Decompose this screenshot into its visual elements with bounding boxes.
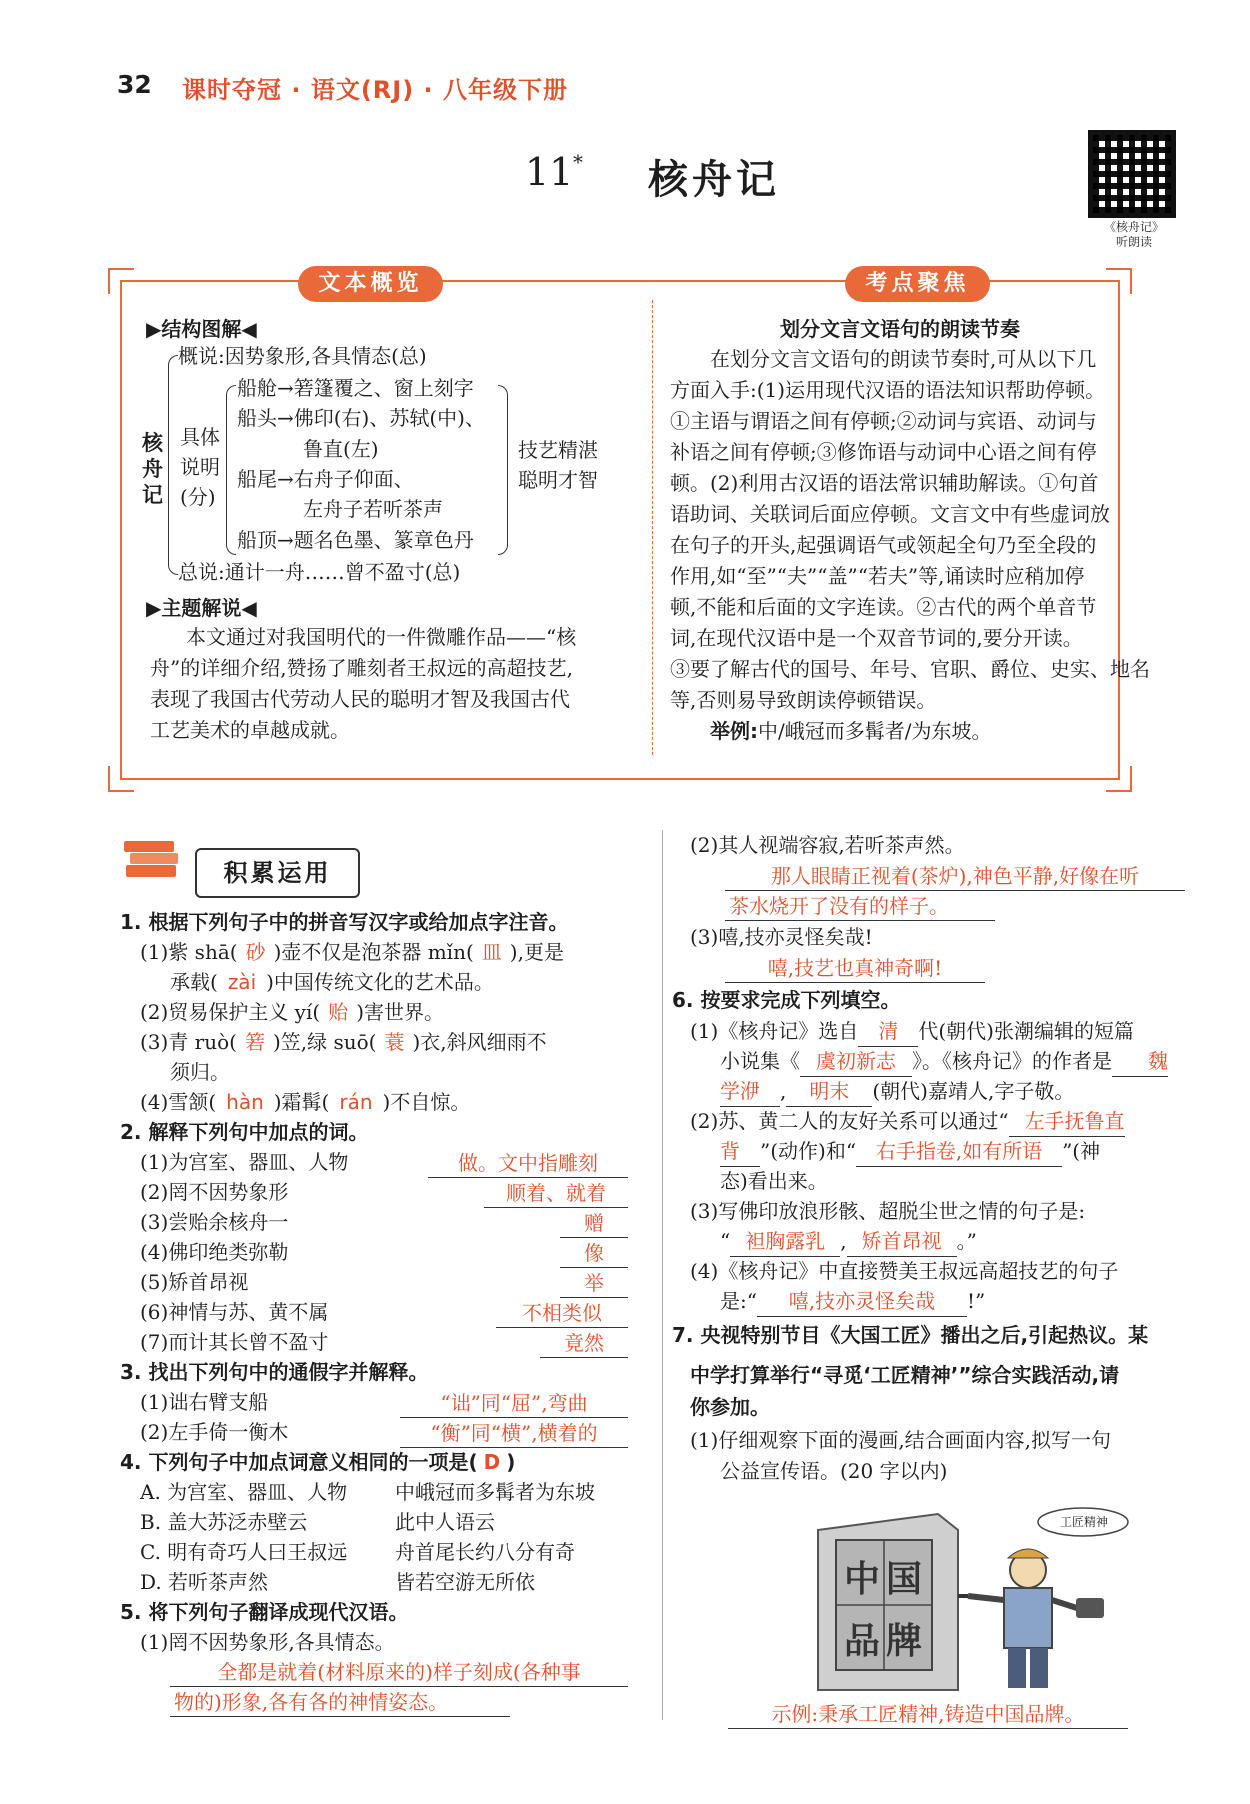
q3-item: (1)诎右臂支船 <box>140 1390 269 1414</box>
overview-banner: 文本概览 <box>298 266 443 302</box>
structure-item: 船顶→题名色墨、篆章色丹 <box>237 528 474 552</box>
text: ),更是 <box>509 940 564 964</box>
answer: 背 <box>720 1136 760 1167</box>
answer: 矫首昂视 <box>847 1226 957 1257</box>
q6-stem: 6. 按要求完成下列填空。 <box>672 988 901 1012</box>
page-number: 32 <box>117 70 152 99</box>
cartoon-bubble: 工匠精神 <box>1059 1515 1108 1529</box>
q5-stem: 5. 将下列句子翻译成现代汉语。 <box>120 1600 409 1624</box>
text: )壶不仅是泡茶器 mǐn( <box>273 940 474 964</box>
cartoon-illustration <box>808 1500 1138 1695</box>
q5-sentence: (3)嘻,技亦灵怪矣哉! <box>690 925 873 949</box>
q5-answer: 全都是就着(材料原来的)样子刻成(各种事 <box>170 1658 628 1687</box>
focus-line: 方面入手:(1)运用现代汉语的语法知识帮助停顿。 <box>670 378 1106 402</box>
q5-answer: 那人眼睛正视着(茶炉),神色平静,好像在听 <box>725 862 1185 891</box>
q2-answer: 不相类似 <box>496 1299 628 1328</box>
q1-line <box>140 937 564 967</box>
q4-option: D. 若听茶声然 <box>140 1570 269 1594</box>
q2-stem: 2. 解释下列句中加点的词。 <box>120 1120 369 1144</box>
corner-ornament <box>1106 268 1132 294</box>
corner-ornament <box>108 766 134 792</box>
q6-line <box>690 1106 1125 1137</box>
cartoon-sign: 中国品牌 <box>844 1558 929 1662</box>
text: 是:“ <box>720 1289 757 1313</box>
answer: 贻 <box>328 1000 349 1024</box>
q4-option-pair: 舟首尾长约八分有奇 <box>395 1540 575 1564</box>
text: (朝代)嘉靖人,字子敬。 <box>872 1079 1075 1103</box>
q7-stem: 中学打算举行“寻觅‘工匠精神’”综合实践活动,请 <box>690 1363 1120 1387</box>
qr-caption <box>1088 220 1180 250</box>
focus-line: 作用,如“至”“夫”“盖”“若夫”等,诵读时应稍加停 <box>670 564 1085 588</box>
q1-line <box>140 1087 470 1117</box>
text: 4. 下列句子中加点词意义相同的一项是( <box>120 1450 478 1474</box>
qr-caption-line: 《核舟记》 <box>1103 220 1164 234</box>
q5-answer: 嘻,技艺也真神奇啊! <box>725 954 985 983</box>
q4-option: C. 明有奇巧人曰王叔远 <box>140 1540 348 1564</box>
focus-title: 划分文言文语句的朗读节奏 <box>780 317 1020 341</box>
text: ) <box>506 1450 516 1474</box>
example-label: 举例: <box>710 719 758 743</box>
q6-line <box>690 1016 1134 1047</box>
brace-root <box>168 355 178 575</box>
q6-line <box>720 1226 977 1257</box>
q1-line <box>140 997 444 1027</box>
text: (2)苏、黄二人的友好关系可以通过“ <box>690 1109 1009 1133</box>
text: (4)雪颔( <box>140 1090 217 1114</box>
q2-answer: 赠 <box>560 1209 628 1238</box>
brace-specific <box>226 385 236 555</box>
structure-item: 船头→佛印(右)、苏轼(中)、 <box>237 406 485 430</box>
theme-paragraph <box>150 622 576 746</box>
text: , <box>780 1079 787 1103</box>
summary-bottom: 总说:通计一舟……曾不盈寸(总) <box>178 560 461 584</box>
focus-line: 等,否则易导致朗读停顿错误。 <box>670 688 937 712</box>
text: (1)《核舟记》选自 <box>690 1019 859 1043</box>
q4-stem <box>120 1447 515 1477</box>
theme-line: 舟”的详细介绍,赞扬了雕刻者王叔远的高超技艺, <box>150 656 573 680</box>
text: , <box>840 1229 847 1253</box>
lesson-number: 11 <box>525 150 574 194</box>
q3-answer: “衡”同“横”,横着的 <box>400 1419 628 1448</box>
answer: 箬 <box>244 1030 265 1054</box>
focus-line: 补语之间有停顿;③修饰语与动词中心语之间有停 <box>670 440 1097 464</box>
book-title: 课时夺冠 · 语文(RJ) · 八年级下册 <box>182 76 569 104</box>
qr-caption-line: 听朗读 <box>1115 235 1152 249</box>
text: ”(动作)和“ <box>760 1139 857 1163</box>
text: )不自惊。 <box>382 1090 471 1114</box>
focus-line: 语助词、关联词后面应停顿。文言文中有些虚词放 <box>670 502 1110 526</box>
focus-line: ③要了解古代的国号、年号、官职、爵位、史实、地名 <box>670 657 1150 681</box>
q1-line <box>170 967 494 997</box>
brace-skill <box>498 385 508 555</box>
q1-stem: 1. 根据下列句子中的拼音写汉字或给加点字注音。 <box>120 910 569 934</box>
lesson-star: * <box>573 150 583 174</box>
focus-paragraph <box>670 344 1150 747</box>
practice-label: 积累运用 <box>195 848 360 898</box>
q2-answer: 做。文中指雕刻 <box>428 1149 628 1178</box>
text: )笠,绿 suō( <box>272 1030 377 1054</box>
q5-sentence: (2)其人视端容寂,若听茶声然。 <box>690 833 965 857</box>
text: !” <box>966 1289 986 1313</box>
q2-item: (1)为宫室、器皿、人物 <box>140 1150 349 1174</box>
q2-answer: 举 <box>560 1269 628 1298</box>
answer: 学洢 <box>720 1076 780 1107</box>
q6-line: 态)看出来。 <box>720 1169 828 1193</box>
text: 承载( <box>170 970 218 994</box>
q2-item: (5)矫首昂视 <box>140 1270 249 1294</box>
q7-stem: 7. 央视特别节目《大国工匠》播出之后,引起热议。某 <box>672 1323 1149 1347</box>
q3-answer: “诎”同“屈”,弯曲 <box>400 1389 628 1418</box>
structure-item: 鲁直(左) <box>303 437 379 461</box>
q2-answer: 顺着、就着 <box>484 1179 628 1208</box>
answer: D <box>483 1450 501 1474</box>
q7-answer: 示例:秉承工匠精神,铸造中国品牌。 <box>728 1700 1128 1729</box>
q7-stem: 你参加。 <box>690 1395 770 1419</box>
answer: 砂 <box>245 940 266 964</box>
text: (3)青 ruò( <box>140 1030 237 1054</box>
focus-line: 在划分文言文语句的朗读节奏时,可从以下几 <box>710 347 1097 371</box>
panel-divider <box>652 300 653 755</box>
focus-example <box>670 716 1150 747</box>
answer: 袒胸露乳 <box>730 1226 840 1257</box>
q6-line <box>720 1046 1168 1077</box>
text: “ <box>720 1229 731 1253</box>
q4-option: A. 为宫室、器皿、人物 <box>140 1480 348 1504</box>
q6-line <box>720 1076 1074 1107</box>
answer: 虞初新志 <box>800 1046 912 1077</box>
q4-option-pair: 此中人语云 <box>395 1510 495 1534</box>
lesson-title: 核舟记 <box>648 156 780 203</box>
answer: 清 <box>858 1016 918 1047</box>
q5-answer: 茶水烧开了没有的样子。 <box>725 892 995 921</box>
focus-line: 在句子的开头,起强调语气或领起全句乃至全段的 <box>670 533 1097 557</box>
answer: 明末 <box>786 1076 872 1107</box>
q7-sub: (1)仔细观察下面的漫画,结合画面内容,拟写一句 <box>690 1428 1112 1452</box>
answer: 蓑 <box>384 1030 405 1054</box>
focus-line: 顿。(2)利用古汉语的语法常识辅助解读。①句首 <box>670 471 1099 495</box>
text: ”(神 <box>1062 1139 1101 1163</box>
focus-line: 词,在现代汉语中是一个双音节词的,要分开读。 <box>670 626 1083 650</box>
q6-line <box>720 1286 985 1317</box>
q4-option-pair: 中峨冠而多髯者为东坡 <box>395 1480 595 1504</box>
q3-stem: 3. 找出下列句中的通假字并解释。 <box>120 1360 429 1384</box>
q5-answer: 物的)形象,各有各的神情姿态。 <box>170 1688 510 1717</box>
q2-item: (6)神情与苏、黄不属 <box>140 1300 329 1324</box>
theme-line: 表现了我国古代劳动人民的聪明才智及我国古代 <box>150 687 570 711</box>
text: )衣,斜风细雨不 <box>412 1030 547 1054</box>
summary-top: 概说:因势象形,各具情态(总) <box>178 344 427 368</box>
q6-line: (3)写佛印放浪形骸、超脱尘世之情的句子是: <box>690 1199 1086 1223</box>
answer: rán <box>339 1090 373 1114</box>
structure-root: 核舟记 <box>142 430 163 507</box>
text: 代(朝代)张潮编辑的短篇 <box>918 1019 1134 1043</box>
q2-answer: 像 <box>560 1239 628 1268</box>
theme-line: 本文通过对我国明代的一件微雕作品——“核 <box>186 625 577 649</box>
text: )害世界。 <box>356 1000 444 1024</box>
text: (2)贸易保护主义 yí( <box>140 1000 321 1024</box>
specific-label: 具体说明(分) <box>180 425 220 509</box>
example-text: 中/峨冠而多髯者/为东坡。 <box>758 719 992 743</box>
q2-item: (2)罔不因势象形 <box>140 1180 289 1204</box>
skill-label: 技艺精湛 <box>518 438 598 462</box>
skill-label: 聪明才智 <box>518 468 598 492</box>
q1-line: 须归。 <box>170 1060 230 1084</box>
structure-item: 左舟子若听茶声 <box>303 497 443 521</box>
books-icon <box>122 835 184 885</box>
focus-line: ①主语与谓语之间有停顿;②动词与宾语、动词与 <box>670 409 1097 433</box>
q2-item: (4)佛印绝类弥勒 <box>140 1240 289 1264</box>
structure-title: ▶结构图解◀ <box>146 317 257 341</box>
theme-title: ▶主题解说◀ <box>146 596 257 620</box>
text: )中国传统文化的艺术品。 <box>266 970 494 994</box>
text: 》。《核舟记》的作者是 <box>912 1049 1112 1073</box>
text: 小说集《 <box>720 1049 800 1073</box>
q2-item: (7)而计其长曾不盈寸 <box>140 1330 329 1354</box>
q1-line <box>140 1027 547 1057</box>
answer: 左手抚鲁直 <box>1009 1106 1125 1137</box>
answer: 嘻,技亦灵怪矣哉 <box>757 1286 967 1317</box>
q4-option-pair: 皆若空游无所依 <box>395 1570 535 1594</box>
q4-option: B. 盖大苏泛赤壁云 <box>140 1510 308 1534</box>
structure-item: 船舱→箬篷覆之、窗上刻字 <box>237 376 474 400</box>
focus-banner: 考点聚焦 <box>845 266 990 302</box>
q2-answer: 竟然 <box>540 1329 628 1358</box>
q6-line: (4)《核舟记》中直接赞美王叔远高超技艺的句子 <box>690 1259 1119 1283</box>
text: (1)紫 shā( <box>140 940 238 964</box>
structure-item: 船尾→右舟子仰面、 <box>237 467 414 491</box>
answer: 魏 <box>1112 1046 1168 1077</box>
corner-ornament <box>1106 766 1132 792</box>
q2-item: (3)尝贻余核舟一 <box>140 1210 289 1234</box>
q6-line <box>720 1136 1100 1167</box>
qr-code-icon[interactable] <box>1088 130 1176 218</box>
corner-ornament <box>108 268 134 294</box>
q3-item: (2)左手倚一衡木 <box>140 1420 289 1444</box>
q7-sub: 公益宣传语。(20 字以内) <box>720 1459 948 1483</box>
q5-sentence: (1)罔不因势象形,各具情态。 <box>140 1630 395 1654</box>
answer: hàn <box>226 1090 264 1114</box>
theme-line: 工艺美术的卓越成就。 <box>150 718 350 742</box>
column-divider <box>662 830 663 1720</box>
text: )霜髯( <box>273 1090 330 1114</box>
answer: 右手指卷,如有所语 <box>856 1136 1062 1167</box>
answer: 皿 <box>481 940 502 964</box>
focus-line: 顿,不能和后面的文字连读。②古代的两个单音节 <box>670 595 1097 619</box>
answer: zài <box>227 970 257 994</box>
text: 。” <box>956 1229 977 1253</box>
